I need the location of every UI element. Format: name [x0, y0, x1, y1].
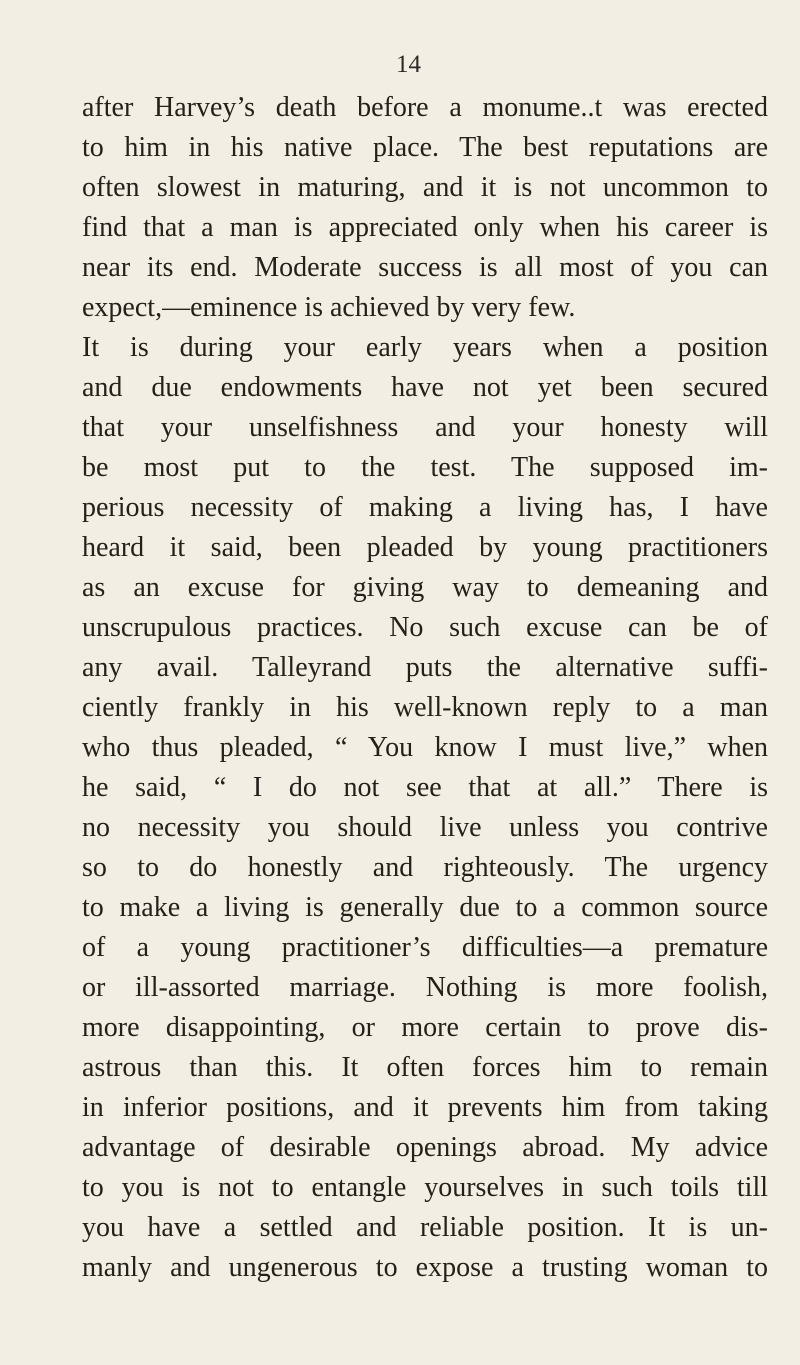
text-line: in inferior positions, and it prevents him from taking [82, 1092, 768, 1123]
text-line: so to do honestly and righteously. The urgency [82, 852, 768, 883]
text-line: ciently frankly in his well-known reply to a man [82, 692, 768, 723]
text-line: perious necessity of making a living has, I have [82, 492, 768, 523]
text-line: astrous than this. It often forces him to remain [82, 1052, 768, 1083]
text-line: advantage of desirable openings abroad. My advice [82, 1132, 768, 1163]
text-line: be most put to the test. The supposed im- [82, 452, 768, 483]
text-line: to you is not to entangle yourselves in such toils till [82, 1172, 768, 1203]
text-line: after Harvey’s death before a monume..t was erected [82, 92, 768, 123]
text-line: no necessity you should live unless you contrive [82, 812, 768, 843]
text-line: manly and ungenerous to expose a trusting woman to [82, 1252, 768, 1283]
text-line: you have a settled and reliable position. It is un- [82, 1212, 768, 1243]
text-line: as an excuse for giving way to demeaning and [82, 572, 768, 603]
text-line: and due endowments have not yet been secured [82, 372, 768, 403]
text-line: he said, “ I do not see that at all.” There is [82, 772, 768, 803]
paragraph-start-line: It is during your early years when a position [82, 332, 768, 363]
text-line: to make a living is generally due to a common source [82, 892, 768, 923]
text-line: more disappointing, or more certain to prove dis- [82, 1012, 768, 1043]
text-line: any avail. Talleyrand puts the alternative suffi- [82, 652, 768, 683]
text-line: near its end. Moderate success is all most of you can [82, 252, 768, 283]
body-text [82, 88, 768, 1288]
text-line: find that a man is appreciated only when his career is [82, 212, 768, 243]
text-line: unscrupulous practices. No such excuse can be of [82, 612, 768, 643]
text-line: heard it said, been pleaded by young practitioners [82, 532, 768, 563]
text-line: who thus pleaded, “ You know I must live,” when [82, 732, 768, 763]
text-line: that your unselfishness and your honesty will [82, 412, 768, 443]
text-line: expect,—eminence is achieved by very few. [82, 292, 576, 323]
text-line: to him in his native place. The best reputations are [82, 132, 768, 163]
text-line: or ill-assorted marriage. Nothing is more foolish, [82, 972, 768, 1003]
text-line: often slowest in maturing, and it is not uncommon to [82, 172, 768, 203]
text-line: of a young practitioner’s difficulties—a premature [82, 932, 768, 963]
page-number: 14 [396, 51, 421, 78]
